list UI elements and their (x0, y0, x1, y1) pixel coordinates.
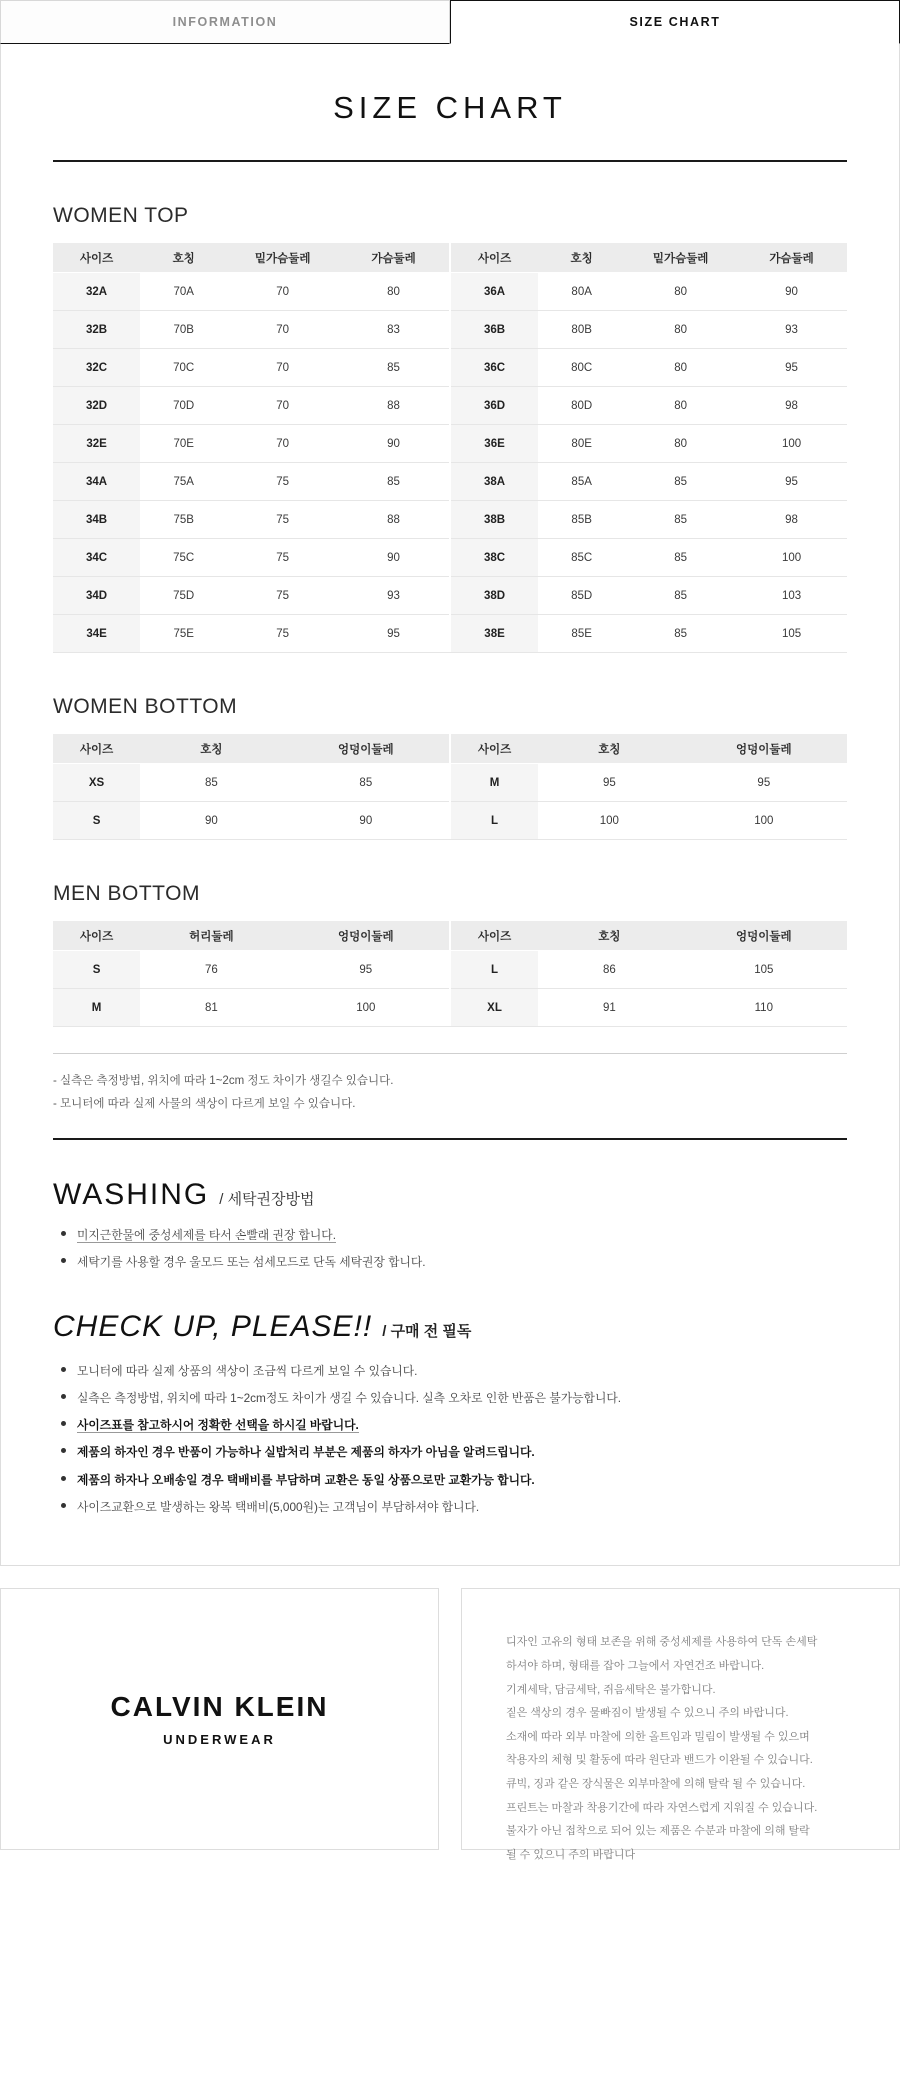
table-header-row (53, 734, 847, 764)
cell-value: 85 (140, 764, 283, 802)
cell-size: S (53, 802, 140, 840)
cell-value: 85 (625, 463, 736, 501)
checkup-list (1, 1362, 899, 1517)
list-item (77, 1471, 847, 1489)
care-instructions-box (461, 1588, 900, 1862)
th-hip-left: 엉덩이둘레 (283, 921, 449, 951)
th-size-right: 사이즈 (451, 734, 538, 764)
cell-value: 85 (625, 539, 736, 577)
cell-value: 75D (140, 577, 227, 615)
cell-size: 36C (451, 349, 538, 387)
care-line: 디자인 고유의 형태 보존을 위해 중성세제를 사용하여 단독 손세탁 (506, 1636, 818, 1649)
cell-value: 93 (338, 577, 449, 615)
cell-value: 80 (625, 387, 736, 425)
cell-value: 70 (227, 273, 338, 311)
page-title: SIZE CHART (333, 90, 567, 125)
th-hip-right: 엉덩이둘레 (681, 734, 847, 764)
table-row (53, 577, 847, 615)
tab-size-chart-label: SIZE CHART (629, 15, 721, 29)
cell-value: 88 (338, 501, 449, 539)
tab-size-chart[interactable] (450, 0, 900, 44)
cell-value: 75E (140, 615, 227, 653)
cell-value: 75 (227, 463, 338, 501)
checkup-item-3: 제품의 하자인 경우 반품이 가능하나 실밥처리 부분은 제품의 하자가 아님을 알려드립니다. (77, 1445, 535, 1460)
section-women-top (1, 204, 899, 653)
care-line: 하셔야 하며, 형태를 잡아 그늘에서 자연건조 바랍니다. (506, 1659, 765, 1672)
washing-heading (1, 1178, 899, 1212)
cell-size: 34D (53, 577, 140, 615)
table-row (53, 425, 847, 463)
cell-size: 34E (53, 615, 140, 653)
cell-value: 80 (338, 273, 449, 311)
table-row (53, 501, 847, 539)
list-item (77, 1416, 847, 1434)
cell-value: 85C (538, 539, 625, 577)
cell-size: XS (53, 764, 140, 802)
title-divider (53, 160, 847, 162)
th-size-right: 사이즈 (451, 921, 538, 951)
table-row (53, 463, 847, 501)
cell-size: 32B (53, 311, 140, 349)
cell-size: 36A (451, 273, 538, 311)
cell-value: 85 (625, 501, 736, 539)
cell-value: 80 (625, 311, 736, 349)
checkup-title: CHECK UP, PLEASE!! (53, 1309, 373, 1343)
care-line: 착용자의 체형 및 활동에 따라 원단과 밴드가 이완될 수 있습니다. (506, 1754, 813, 1767)
list-item: 실측은 측정방법, 위치에 따라 1~2cm정도 차이가 생길 수 있습니다. 실측 오차로 인한 반품은 불가능합니다. (77, 1389, 847, 1407)
notes-divider-bottom (53, 1138, 847, 1140)
cell-value: 95 (338, 615, 449, 653)
table-row (53, 802, 847, 840)
table-row (53, 951, 847, 989)
th-hip-right: 엉덩이둘레 (681, 921, 847, 951)
tab-information[interactable] (0, 0, 450, 44)
th-bust-right: 가슴둘레 (736, 243, 847, 273)
women-top-title: WOMEN TOP (53, 204, 189, 227)
th-hochang-right: 호칭 (538, 734, 681, 764)
size-chart-panel (0, 44, 900, 1566)
care-line: 불자가 아닌 접착으로 되어 있는 제품은 수분과 마찰에 의해 탈락 (506, 1825, 810, 1838)
cell-size: 32E (53, 425, 140, 463)
list-item (77, 1443, 847, 1461)
th-underbust-left: 밑가슴둘레 (227, 243, 338, 273)
cell-value: 70 (227, 425, 338, 463)
cell-value: 95 (681, 764, 847, 802)
tab-bar (0, 0, 900, 44)
table-row (53, 349, 847, 387)
cell-value: 100 (681, 802, 847, 840)
washing-subtitle: / 세탁권장방법 (219, 1191, 315, 1208)
cell-size: 36B (451, 311, 538, 349)
women-top-table (53, 242, 847, 653)
cell-value: 75 (227, 577, 338, 615)
cell-size: 34A (53, 463, 140, 501)
section-women-bottom (1, 695, 899, 840)
cell-value: 70C (140, 349, 227, 387)
th-size-left: 사이즈 (53, 243, 140, 273)
checkup-item-4: 제품의 하자나 오배송일 경우 택배비를 부담하며 교환은 동일 상품으로만 교환가능 합니다. (77, 1472, 535, 1487)
women-bottom-title: WOMEN BOTTOM (53, 695, 238, 718)
checkup-item-2: 사이즈표를 참고하시어 정확한 선택을 하시길 바랍니다. (77, 1418, 359, 1433)
th-hochang-right: 호칭 (538, 921, 681, 951)
cell-value: 75A (140, 463, 227, 501)
cell-value: 95 (283, 951, 449, 989)
care-line: 될 수 있으니 주의 바랍니다 (506, 1849, 636, 1862)
cell-value: 100 (538, 802, 681, 840)
cell-value: 75C (140, 539, 227, 577)
cell-value: 85D (538, 577, 625, 615)
th-size-left: 사이즈 (53, 921, 140, 951)
tab-information-label: INFORMATION (172, 15, 278, 29)
cell-value: 95 (736, 349, 847, 387)
cell-value: 70 (227, 349, 338, 387)
note-line: - 실측은 측정방법, 위치에 따라 1~2cm 정도 차이가 생길수 있습니다. (53, 1075, 394, 1087)
cell-value: 80B (538, 311, 625, 349)
checkup-heading (1, 1310, 899, 1344)
cell-size: 38E (451, 615, 538, 653)
th-hochang-left: 호칭 (140, 734, 283, 764)
cell-value: 90 (338, 539, 449, 577)
cell-value: 75 (227, 615, 338, 653)
care-line: 큐빅, 징과 같은 장식물은 외부마찰에 의해 탈락 될 수 있습니다. (506, 1778, 806, 1791)
checkup-subtitle: / 구매 전 필독 (382, 1322, 472, 1340)
cell-value: 70A (140, 273, 227, 311)
cell-value: 90 (736, 273, 847, 311)
cell-size: 38A (451, 463, 538, 501)
cell-size: L (451, 802, 538, 840)
cell-size: 38D (451, 577, 538, 615)
note-line: - 모니터에 따라 실제 사물의 색상이 다르게 보일 수 있습니다. (53, 1098, 356, 1110)
cell-value: 105 (681, 951, 847, 989)
measurement-notes (1, 1054, 899, 1116)
cell-value: 91 (538, 989, 681, 1027)
cell-size: M (53, 989, 140, 1027)
table-header-row (53, 243, 847, 273)
cell-value: 90 (338, 425, 449, 463)
brand-name: CALVIN KLEIN (110, 1691, 329, 1723)
footer (0, 1588, 900, 1862)
brand-box (0, 1588, 439, 1850)
women-bottom-table (53, 733, 847, 840)
list-item: 세탁기를 사용할 경우 울모드 또는 섬세모드로 단독 세탁권장 합니다. (77, 1253, 847, 1271)
list-item (77, 1226, 847, 1244)
cell-value: 80 (625, 273, 736, 311)
th-hochang-right: 호칭 (538, 243, 625, 273)
cell-value: 80 (625, 425, 736, 463)
cell-size: 36D (451, 387, 538, 425)
washing-title: WASHING (53, 1178, 210, 1211)
cell-size: M (451, 764, 538, 802)
cell-value: 85E (538, 615, 625, 653)
cell-value: 88 (338, 387, 449, 425)
care-line: 프린트는 마찰과 착용기간에 따라 자연스럽게 지워질 수 있습니다. (506, 1801, 818, 1814)
cell-size: 38B (451, 501, 538, 539)
list-item: 사이즈교환으로 발생하는 왕복 택배비(5,000원)는 고객님이 부담하셔야 합니다. (77, 1498, 847, 1516)
cell-size: 34B (53, 501, 140, 539)
cell-value: 98 (736, 501, 847, 539)
cell-value: 86 (538, 951, 681, 989)
care-line: 짙은 색상의 경우 물빠짐이 발생될 수 있으니 주의 바랍니다. (506, 1707, 789, 1720)
cell-value: 80D (538, 387, 625, 425)
page-title-block (1, 44, 899, 160)
cell-value: 70B (140, 311, 227, 349)
cell-size: XL (451, 989, 538, 1027)
cell-value: 90 (283, 802, 449, 840)
list-item: 모니터에 따라 실제 상품의 색상이 조금씩 다르게 보일 수 있습니다. (77, 1362, 847, 1380)
cell-size: 36E (451, 425, 538, 463)
cell-value: 70 (227, 387, 338, 425)
cell-size: L (451, 951, 538, 989)
table-row (53, 387, 847, 425)
cell-size: 32D (53, 387, 140, 425)
cell-value: 100 (283, 989, 449, 1027)
cell-value: 93 (736, 311, 847, 349)
cell-value: 80A (538, 273, 625, 311)
table-row (53, 311, 847, 349)
cell-value: 103 (736, 577, 847, 615)
th-size-left: 사이즈 (53, 734, 140, 764)
cell-value: 80E (538, 425, 625, 463)
cell-value: 70D (140, 387, 227, 425)
table-row (53, 539, 847, 577)
cell-value: 100 (736, 539, 847, 577)
table-row (53, 989, 847, 1027)
care-line: 기계세탁, 담금세탁, 쥐음세탁은 불가합니다. (506, 1683, 716, 1696)
table-row (53, 764, 847, 802)
cell-value: 75 (227, 501, 338, 539)
cell-value: 105 (736, 615, 847, 653)
cell-value: 75 (227, 539, 338, 577)
cell-value: 90 (140, 802, 283, 840)
cell-value: 83 (338, 311, 449, 349)
cell-value: 95 (538, 764, 681, 802)
table-header-row (53, 921, 847, 951)
th-waist-left: 허리둘레 (140, 921, 283, 951)
table-row (53, 615, 847, 653)
cell-value: 85 (625, 615, 736, 653)
section-men-bottom (1, 882, 899, 1027)
table-row (53, 273, 847, 311)
cell-value: 76 (140, 951, 283, 989)
cell-value: 85B (538, 501, 625, 539)
cell-value: 75B (140, 501, 227, 539)
th-size-right: 사이즈 (451, 243, 538, 273)
brand-sub: UNDERWEAR (163, 1732, 276, 1748)
cell-size: 38C (451, 539, 538, 577)
cell-value: 85 (625, 577, 736, 615)
cell-size: 34C (53, 539, 140, 577)
washing-item-0: 미지근한물에 중성세제를 타서 손빨래 권장 합니다. (77, 1228, 336, 1242)
th-hochang-left: 호칭 (140, 243, 227, 273)
cell-value: 80C (538, 349, 625, 387)
cell-value: 100 (736, 425, 847, 463)
cell-value: 110 (681, 989, 847, 1027)
care-line: 소재에 따라 외부 마찰에 의한 올트임과 밀림이 발생될 수 있으며 (506, 1730, 810, 1743)
cell-value: 85 (338, 349, 449, 387)
cell-size: S (53, 951, 140, 989)
cell-value: 95 (736, 463, 847, 501)
th-bust-left: 가슴둘레 (338, 243, 449, 273)
washing-list (1, 1226, 899, 1272)
cell-value: 85 (283, 764, 449, 802)
cell-value: 70 (227, 311, 338, 349)
men-bottom-title: MEN BOTTOM (53, 882, 200, 905)
cell-value: 85A (538, 463, 625, 501)
cell-value: 85 (338, 463, 449, 501)
th-underbust-right: 밑가슴둘레 (625, 243, 736, 273)
cell-size: 32A (53, 273, 140, 311)
men-bottom-table (53, 920, 847, 1027)
cell-value: 81 (140, 989, 283, 1027)
cell-value: 98 (736, 387, 847, 425)
cell-value: 70E (140, 425, 227, 463)
cell-size: 32C (53, 349, 140, 387)
th-hip-left: 엉덩이둘레 (283, 734, 449, 764)
cell-value: 80 (625, 349, 736, 387)
